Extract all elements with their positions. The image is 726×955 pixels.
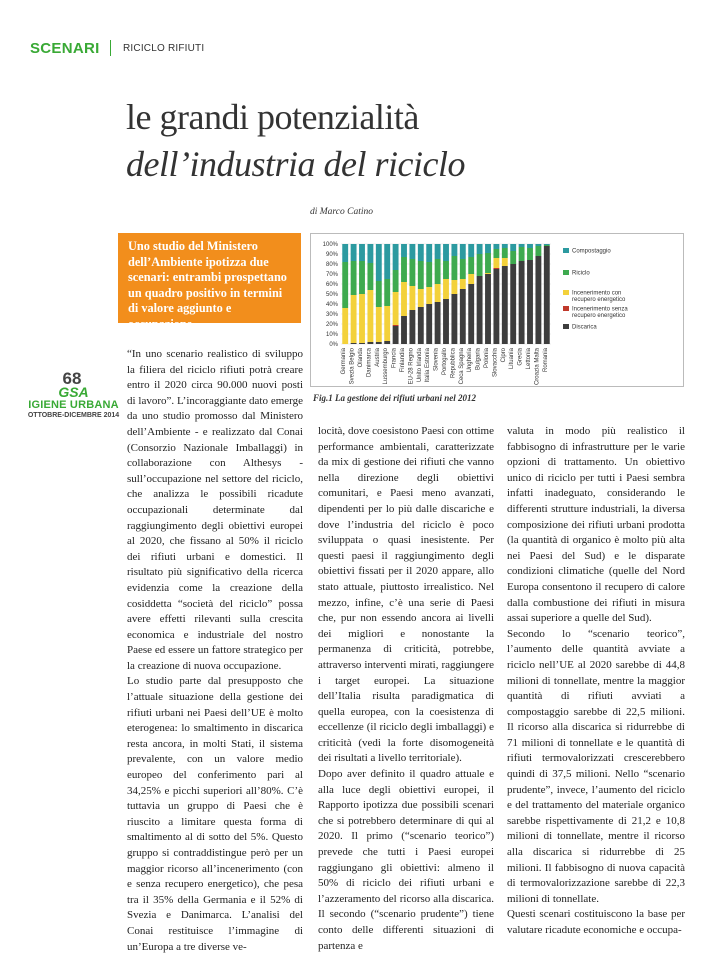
x-tick-label: Grecia (517, 348, 524, 366)
bar-segment (435, 244, 441, 259)
bar-segment (401, 282, 407, 316)
bar-segment (493, 269, 499, 344)
legend-swatch (563, 248, 569, 253)
bar-segment (418, 307, 424, 344)
bar-segment (485, 273, 491, 274)
x-tick-label: Olanda (358, 348, 364, 368)
bar-segment (376, 342, 382, 344)
bar-segment (401, 316, 407, 344)
bar-segment (544, 245, 550, 246)
bar-segment (527, 260, 533, 344)
body-paragraph: “In uno scenario realistico di sviluppo la filiera del riciclo rifiuti potrà creare entro il 2020 circa 90.000 nuovi posti di lavoro”. L’incoraggiante dato emerge da uno studio promosso dal Ministero dell’Ambiente - e realizzato dal Conai (Consorzio Nazionale Imballaggi) in collaborazione con Althesys - sull’occupazione nel settore del riciclo, che analizza le possibili ricadute occupazionali determinate dal raggiungimento degli obiettivi europei al 2020, che fissano al 50% il riciclo dei rifiuti urbani e domestici. Il risultato più significativo della ricerca evidenzia come la creazione della cosiddetta “società del riciclo” possa avere effetti rilevanti sulla crescita economica e industriale del nostro Paese ed essere un fattore strategico per la creazione di nuova occupazione. (127, 348, 303, 672)
x-tick-label: Francia (391, 348, 398, 369)
bar-segment (502, 266, 508, 344)
body-paragraph: Secondo lo “scenario teorico”, l’aumento delle quantità avviate a riciclo nell’UE al 2020 sarebbe di 44,8 milioni di tonnellate, mentre la maggior quantità di rifiuti avviati a compostaggio sarebbe di 22,5 milioni. Il ricorso alla discarica si ridurrebbe di 71 milioni di tonnellate e le quantità di rifiuti termovalorizzati crescerebbero quindi di 37,5 milioni. Nello “scenario prudente”, invece, l’aumento del riciclo e del trattamento del materiale organico sarebbe rispettivamente di 21,2 e 10,8 milioni di tonnellate, mentre il ricorso alla discarica si ridurrebbe di 25 milioni. Il fabbisogno di nuova capacità di termovalorizzazione sarebbe di 22,3 milioni di tonnellate. (507, 627, 685, 905)
bar-segment (510, 251, 516, 264)
page-number: 68 (62, 369, 82, 388)
bar-segment (460, 289, 466, 344)
bar-segment (393, 292, 399, 325)
bar-segment (418, 244, 424, 261)
bar-segment (367, 244, 373, 263)
bar-segment (485, 253, 491, 273)
bar-segment (342, 308, 348, 344)
x-tick-label: EU-28 Regno (408, 348, 415, 385)
x-tick-label: Svezia Belgio (349, 348, 356, 385)
bar-segment (351, 244, 357, 261)
x-tick-label: Austria (374, 348, 381, 367)
bar-segment (418, 261, 424, 289)
bar-segment (443, 279, 449, 299)
legend-swatch (563, 306, 569, 311)
bar-segment (351, 261, 357, 295)
bar-segment (359, 294, 365, 343)
x-tick-label: Slovacchia (492, 348, 499, 378)
byline: di Marco Catino (310, 207, 373, 217)
bar-segment (527, 248, 533, 260)
bar-segment (384, 279, 390, 306)
x-tick-label: Croazia Malta (534, 348, 541, 386)
bar-segment (384, 306, 390, 341)
bar-segment (519, 261, 525, 344)
x-tick-label: Italia Estonia (425, 348, 432, 383)
bar-segment (477, 276, 483, 344)
legend-label: Discarica (572, 324, 597, 331)
bar-segment (409, 310, 415, 344)
y-tick-label: 70% (325, 272, 338, 278)
legend-swatch (563, 270, 569, 275)
bar-segment (351, 295, 357, 343)
x-tick-label: Finlandia (400, 348, 406, 373)
bar-segment (409, 259, 415, 286)
x-tick-label: Polonia (484, 348, 490, 369)
body-paragraph: locità, dove coesistono Paesi con ottime performance ambientali, caratterizzate da mix di gestione dei rifiuti che vanno nella direzione degli obiettivi comunitari, e Paesi meno avanzati, dipendenti per lo più dalle discariche e dove l’industria del riciclo è poco sviluppata o quasi inesistente. Per questi paesi il raggiungimento degli obiettivi fissati per il 2020 appare, allo stato attuale, piuttosto irrealistico. Nel mezzo, infine, c’è una serie di Paesi che, pur non essendo ancora ai livelli dei migliori e nonostante la permanenza di criticità, potrebbe, attraverso interventi mirati, raggiungere i target europei. La situazione dell’Italia risulta paradigmatica di quella europea, con la coesistenza di eccellenze (il riciclo degli imballaggi) e criticità (vedi la forte disomogeneità dei risultati a livello territoriale). (318, 425, 494, 765)
body-column-3 (507, 424, 685, 939)
legend-label: Compostaggio (572, 248, 611, 255)
y-tick-label: 0% (329, 342, 338, 348)
body-paragraph: Dopo aver definito il quadro attuale e alla luce degli obiettivi europei, il Rapporto ipotizza due possibili scenari che si potrebbero determinare di qui al 2020. Il primo (“scenario teorico”) prevede che tutti i Paesi europei raggiungano gli obiettivi: almeno il 50% di riciclo dei rifiuti urbani e l’azzeramento del ricorso alla discarica. Il secondo (“scenario prudente”) tiene conto delle differenti situazioni di partenza e (318, 768, 494, 952)
bar-segment (544, 246, 550, 344)
x-tick-label: Ceca Spagna (458, 348, 465, 385)
bar-segment (451, 280, 457, 294)
x-tick-label: Portogallo (442, 348, 448, 376)
bar-segment (485, 274, 491, 344)
x-tick-label: Slovenia (433, 348, 440, 372)
bar-segment (376, 307, 382, 342)
x-tick-label: Repubblica (450, 348, 457, 379)
bar-segment (502, 248, 508, 258)
bar-segment (544, 244, 550, 245)
y-tick-label: 40% (325, 302, 338, 308)
bar-segment (468, 244, 474, 257)
bar-segment (451, 244, 457, 256)
bar-segment (342, 244, 348, 262)
legend-label: Riciclo (572, 270, 590, 277)
bar-segment (426, 262, 432, 287)
bar-segment (502, 244, 508, 248)
bar-segment (477, 244, 483, 254)
bar-segment (493, 268, 499, 269)
lead-box (118, 233, 301, 331)
bar-segment (493, 258, 499, 268)
magazine-name: GSA (58, 384, 89, 400)
waste-management-chart (310, 233, 684, 387)
bar-segment (493, 249, 499, 258)
body-column-1 (127, 347, 303, 955)
bar-segment (510, 264, 516, 344)
x-tick-label: Cipro (500, 348, 507, 363)
y-tick-label: 80% (325, 262, 338, 268)
bar-segment (510, 244, 516, 251)
bar-segment (435, 284, 441, 302)
figure-caption: Fig.1 La gestione dei rifiuti urbani nel 2012 (313, 393, 477, 403)
headline-line2: dell’industria del riciclo (126, 144, 465, 184)
bar-segment (393, 244, 399, 270)
bar-segment (409, 244, 415, 259)
body-column-2 (318, 424, 494, 954)
x-tick-label: Romania (542, 348, 549, 373)
x-tick-label: Lituania (509, 348, 516, 370)
y-tick-label: 90% (325, 252, 338, 258)
y-tick-label: 60% (325, 282, 338, 288)
bar-segment (527, 244, 533, 248)
x-tick-label: Unito Irlanda (416, 348, 423, 383)
bar-segment (485, 244, 491, 253)
bar-segment (468, 284, 474, 344)
headline-line1: le grandi potenzialità (126, 97, 419, 137)
chart-svg (311, 234, 683, 386)
legend-label: recupero energetico (572, 313, 626, 319)
y-tick-label: 30% (325, 312, 338, 318)
bar-segment (535, 244, 541, 246)
bar-segment (451, 294, 457, 344)
bar-segment (535, 246, 541, 256)
magazine-subtitle: IGIENE URBANA (28, 399, 119, 411)
bar-segment (435, 259, 441, 284)
y-tick-label: 100% (322, 242, 338, 248)
bar-segment (384, 244, 390, 279)
x-tick-label: Lettonia (526, 348, 532, 370)
legend-label: recupero energetico (572, 297, 626, 303)
bar-segment (443, 261, 449, 279)
legend-swatch (563, 290, 569, 295)
bar-segment (376, 281, 382, 307)
bar-segment (468, 257, 474, 274)
bar-segment (443, 299, 449, 344)
section-label: SCENARI (30, 40, 100, 57)
bar-segment (426, 304, 432, 344)
lead-text: Uno studio del Ministero dell’Ambiente ipotizza due scenari: entrambi prospettano un quadro positivo in termini di valore aggiunto e occupazione. (128, 239, 287, 331)
subsection-label: RICICLO RIFIUTI (123, 43, 205, 54)
legend-swatch (563, 324, 569, 329)
header-divider (110, 40, 111, 56)
bar-segment (367, 290, 373, 342)
bar-segment (401, 244, 407, 257)
bar-segment (359, 261, 365, 294)
y-tick-label: 10% (325, 332, 338, 338)
bar-segment (435, 302, 441, 344)
bar-segment (502, 258, 508, 266)
bar-segment (359, 343, 365, 344)
bar-segment (351, 343, 357, 344)
bar-segment (451, 256, 457, 280)
bar-segment (376, 244, 382, 281)
issue-date: OTTOBRE-DICEMBRE 2014 (27, 412, 120, 419)
bar-segment (409, 286, 415, 310)
body-paragraph: valuta in modo più realistico il fabbisogno di infrastrutture per le varie opzioni di trattamento. Un obiettivo unico di riciclo per tutti i Paesi sembra infatti inadeguato, considerando le differenti strutture industriali, la diversa composizione dei rifiuti urbani prodotta (la quantità di organico è molto più alta nei Paesi del Sud) e le disparate condizioni climatiche (quelle del Nord Europa consentono il recupero di calore dalla combustione dei rifiuti in misura assai superiore a quelle del Sud). (507, 425, 685, 625)
bar-segment (418, 289, 424, 307)
bar-segment (367, 263, 373, 290)
bar-segment (443, 244, 449, 261)
magazine-logo (26, 385, 121, 420)
bar-segment (426, 287, 432, 304)
y-tick-label: 20% (325, 322, 338, 328)
body-paragraph: Questi scenari costituiscono la base per valutare ricadute economiche e occupa- (507, 908, 685, 936)
bar-segment (401, 257, 407, 282)
bar-segment (460, 244, 466, 259)
bar-segment (519, 247, 525, 261)
x-tick-label: Bulgaria (475, 348, 482, 371)
bar-segment (367, 342, 373, 344)
x-tick-label: Lussemburgo (383, 348, 390, 385)
y-tick-label: 50% (325, 292, 338, 298)
bar-segment (460, 279, 466, 289)
bar-segment (493, 244, 499, 249)
bar-segment (535, 256, 541, 344)
bar-segment (393, 325, 399, 326)
legend-label: Incenerimento senza (572, 306, 628, 313)
bar-segment (359, 244, 365, 261)
body-paragraph: Lo studio parte dal presupposto che l’attuale situazione della gestione dei rifiuti urbani nei Paesi dell’UE è molto eterogenea: lo smaltimento in discarica resta ancora, in molti Stati, il sistema prevalente, con un valore medio europeo del conferimento pari al 34,25% e picchi superiori all’80%. C’è tuttavia un gruppo di Paesi che è riuscito a limitare questa forma di smaltimento al di sotto del 5%. Questo gruppo si contraddistingue però per un maggior ricorso all’incenerimento (con e senza recupero energetico), che pesa tra il 35% della Germania e il 52% di Svezia e Danimarca. L’analisi del Conai restituisce l’immagine di un’Europa a tre diverse ve- (127, 675, 303, 953)
x-tick-label: Ungheria (467, 348, 474, 373)
bar-segment (477, 254, 483, 276)
bar-segment (519, 244, 525, 247)
bar-segment (426, 244, 432, 262)
bar-segment (393, 270, 399, 292)
x-tick-label: Danimarca (366, 348, 373, 378)
bar-segment (342, 262, 348, 308)
bar-segment (384, 341, 390, 344)
bar-segment (460, 259, 466, 279)
bar-segment (393, 326, 399, 344)
bar-segment (468, 274, 474, 284)
legend-label: Incenerimento con (572, 290, 622, 297)
x-tick-label: Germania (341, 348, 348, 375)
